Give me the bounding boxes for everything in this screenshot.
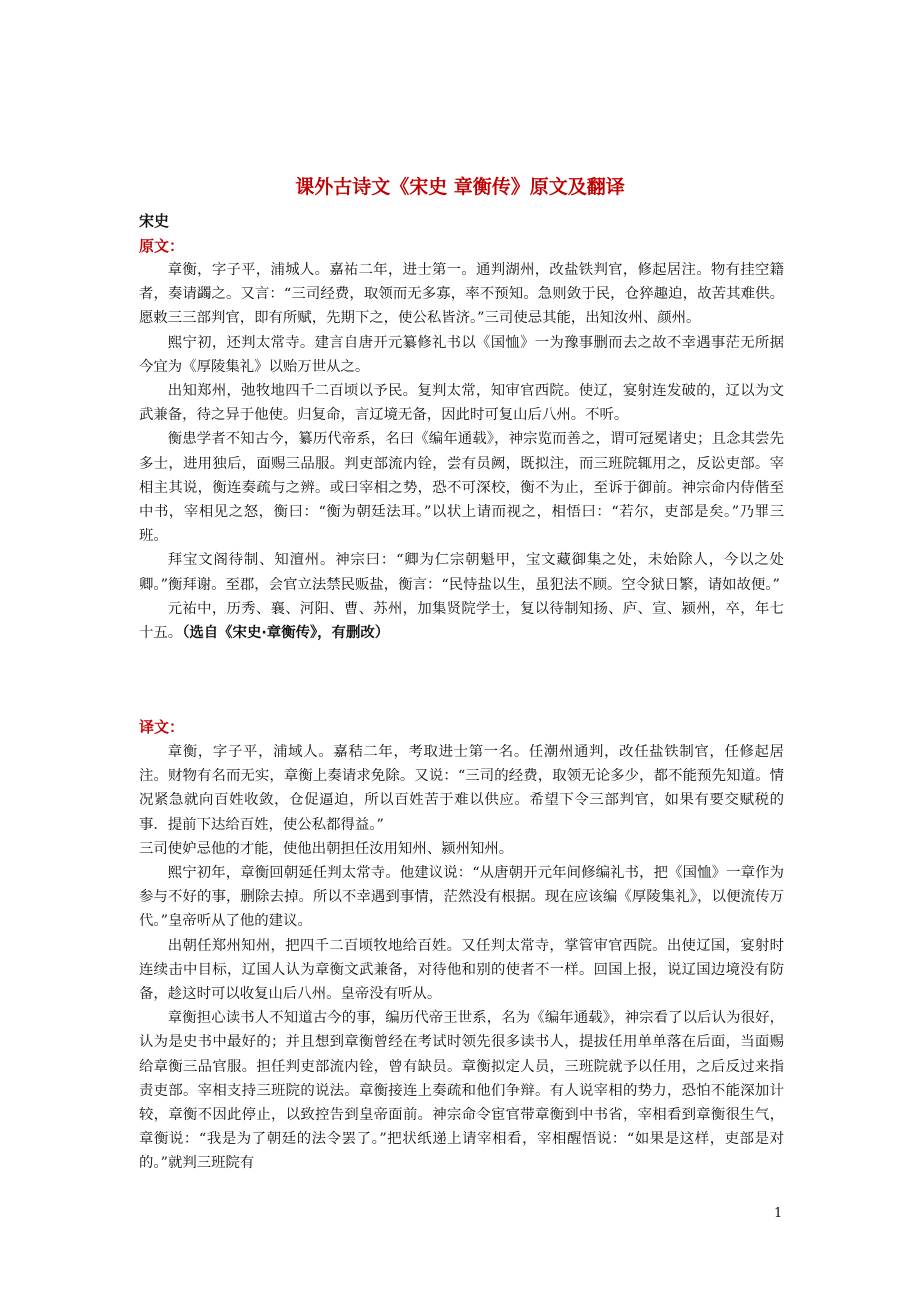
translation-paragraph-1: 章衡，字子平，浦域人。嘉秸二年，考取进士第一名。任潮州通判，改任盐铁制官，任修起居注。财物有名而无实，章衡上奏请求免除。又说：“三司的经费，取领无论多少，都不能预先知道。情况紧急就向百姓收敛，仓促逼迫，所以百姓苦于难以供应。希望下令三部判官，如果有要交赋税的事．提前下达给百姓，使公私都得益。” bbox=[139, 744, 784, 833]
original-text bbox=[139, 258, 784, 645]
translation-paragraph-2: 三司使妒忌他的才能，使他出朝担任汝用知州、颍州知州。 bbox=[139, 840, 514, 857]
original-label: 原文： bbox=[139, 237, 185, 255]
original-paragraph-6 bbox=[139, 597, 784, 645]
document-title: 课外古诗文《宋史 章衡传》原文及翻译 bbox=[295, 176, 625, 198]
original-paragraph-5: 拜宝文阁待制、知澶州。神宗曰：“卿为仁宗朝魁甲，宝文藏御集之处，未始除人，今以之处卿。”衡拜谢。至郡，会官立法禁民贩盐，衡言：“民恃盐以生，虽犯法不顾。空令狱日繁，请如故便。” bbox=[139, 552, 784, 593]
translation-paragraph-5: 章衡担心读书人不知道古今的事，编历代帝王世系，名为《编年通载》，神宗看了以后认为很好，认为是史书中最好的；并且想到章衡曾经在考试时领先很多读书人，提拔任用单单落在后面，当面赐给章衡三品官服。担任判吏部流内铨，曾有缺员。章衡拟定人员，三班院就予以任用，之后反过来指责吏部。宰相支持三班院的说法。章衡接连上奏疏和他们争辩。有人说宰相的势力，恐怕不能深加计较，章衡不因此停止，以致控告到皇帝面前。神宗命令宦官带章衡到中书省，宰相看到章衡很生气，章衡说：“我是为了朝廷的法令罢了。”把状纸递上请宰相看，宰相醒悟说：“如果是这样，吏部是对的。”就判三班院有 bbox=[139, 1010, 784, 1172]
original-paragraph-1: 章衡，字子平，浦城人。嘉祐二年，进士第一。通判湖州，改盐铁判官，修起居注。物有挂空籍者，奏请蠲之。又言：“三司经费，取领而无多寡，率不预知。急则敛于民，仓猝趣迫，故苦其难供。愿敕三三部判官，即有所赋，先期下之，使公私皆济。”三司使忌其能，出知汝州、颜州。 bbox=[139, 262, 784, 327]
translation-label: 译文： bbox=[139, 718, 185, 736]
translation-paragraph-3: 熙宁初年，章衡回朝延任判太常寺。他建议说：“从唐朝开元年间修编礼书，把《国恤》一章作为参与不好的事，删除去掉。所以不幸遇到事情，茫然没有根据。现在应该编《厚陵集礼》，以便流传万代。”皇帝听从了他的建议。 bbox=[139, 865, 784, 930]
original-paragraph-6-text: 元祐中，历秀、襄、河阳、曹、苏州，加集贤院学士，复以待制知扬、庐、宣、颍州，卒，年七十五。 bbox=[139, 600, 784, 642]
original-paragraph-3: 出知郑州，弛牧地四千二百顷以予民。复判太常，知审官西院。使辽，宴射连发破的，辽以为文武兼备，待之异于他使。归复命，言辽境无备，因此时可复山后八州。不听。 bbox=[139, 383, 784, 424]
page-number: 1 bbox=[774, 1206, 783, 1221]
translation-text bbox=[139, 740, 784, 1176]
book-name: 宋史 bbox=[139, 212, 170, 230]
original-paragraph-4: 衡患学者不知古今，纂历代帝系，名曰《编年通载》，神宗览而善之，谓可冠冕诸史；且念其尝先多士，进用独后，面赐三品服。判吏部流内铨，尝有员阙，既拟注，而三班院辄用之，反讼吏部。宰相主其说，衡连奏疏与之辨。或曰宰相之势，恐不可深校，衡不为止，至诉于御前。神宗命内侍偕至中书，宰相见之怒，衡曰：“衡为朝廷法耳。”以状上请而视之，相悟曰：“若尔，吏部是矣。”乃罪三班。 bbox=[139, 431, 784, 545]
source-note: （选自《宋史·章衡传》，有删改） bbox=[182, 625, 390, 642]
translation-paragraph-4: 出朝任郑州知州，把四千二百顷牧地给百姓。又任判太常寺，掌管审官西院。出使辽国，宴射时连续击中目标，辽国人认为章衡文武兼备，对待他和别的使者不一样。回国上报，说辽国边境没有防备，趁这时可以收复山后八州。皇帝没有听从。 bbox=[139, 937, 784, 1003]
original-paragraph-2: 熙宁初，还判太常寺。建言自唐开元纂修礼书以《国恤》一为豫事删而去之故不幸遇事茫无所据今宜为《厚陵集礼》以贻万世从之。 bbox=[139, 334, 784, 375]
